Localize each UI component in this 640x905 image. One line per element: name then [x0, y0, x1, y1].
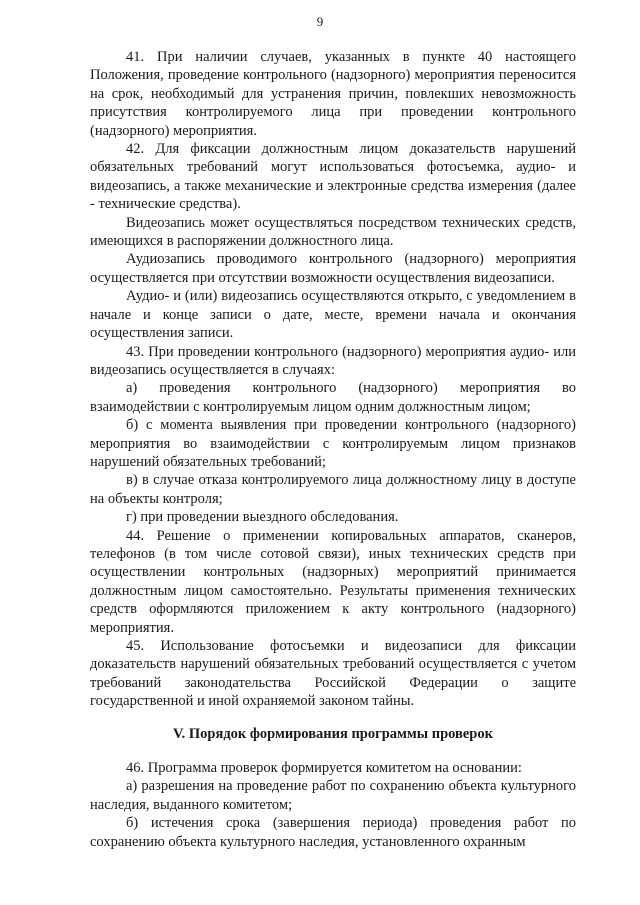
- page-number: 9: [316, 14, 324, 29]
- paragraph-audio: Аудиозапись проводимого контрольного (надзорного) мероприятия осуществляется при отсутствии возможности осуществления видеозаписи.: [90, 251, 576, 286]
- paragraph-43-b: б) с момента выявления при проведении контрольного (надзорного) мероприятия во взаимодействии с контролируемым лицом признаков нарушений обязательных требований;: [90, 417, 576, 470]
- document-body: [90, 48, 576, 851]
- paragraph-44: 44. Решение о применении копировальных аппаратов, сканеров, телефонов (в том числе сотовой связи), иных технических средств при осуществлении контрольных (надзорных) мероприятий принимается должностным лицом самостоятельно. Результаты применения технических средств оформляются приложением к акту контрольного (надзорного) мероприятия.: [90, 527, 576, 636]
- paragraph-46: 46. Программа проверок формируется комитетом на основании:: [126, 760, 522, 777]
- paragraph-45: 45. Использование фотосъемки и видеозаписи для фиксации доказательств нарушений обязательных требований осуществляется с учетом требований законодательства Российской Федерации о защите государственной и иной охраняемой законом тайны.: [90, 638, 576, 710]
- paragraph-46-b: б) истечения срока (завершения периода) проведения работ по сохранению объекта культурного наследия, установленного охранным: [90, 815, 576, 850]
- paragraph-42: 42. Для фиксации должностным лицом доказательств нарушений обязательных требований могут использоваться фотосъемка, аудио- и видеозапись, а также механические и электронные средства измерения (далее - технические средства).: [90, 141, 576, 213]
- section-heading: V. Порядок формирования программы проверок: [173, 725, 493, 742]
- paragraph-41: 41. При наличии случаев, указанных в пункте 40 настоящего Положения, проведение контрольного (надзорного) мероприятия переносится на срок, необходимый для устранения причин, повлекших невозможность присутствия контролируемого лица при проведении контрольного (надзорного) мероприятия.: [90, 49, 576, 139]
- paragraph-open-recording: Аудио- и (или) видеозапись осуществляются открыто, с уведомлением в начале и конце записи о дате, месте, времени начала и окончания осуществления записи.: [90, 288, 576, 342]
- paragraph-43: 43. При проведении контрольного (надзорного) мероприятия аудио- или видеозапись осуществляется в случаях:: [90, 343, 576, 378]
- paragraph-43-v: в) в случае отказа контролируемого лица должностному лицу в доступе на объекты контроля;: [90, 472, 576, 507]
- paragraph-46-a: а) разрешения на проведение работ по сохранению объекта культурного наследия, выданного комитетом;: [90, 778, 576, 813]
- paragraph-43-a: а) проведения контрольного (надзорного) мероприятия во взаимодействии с контролируемым лицом одним должностным лицом;: [90, 380, 576, 415]
- paragraph-43-g: г) при проведении выездного обследования.: [126, 509, 399, 526]
- paragraph-video: Видеозапись может осуществляться посредством технических средств, имеющихся в распоряжении должностного лица.: [90, 214, 576, 250]
